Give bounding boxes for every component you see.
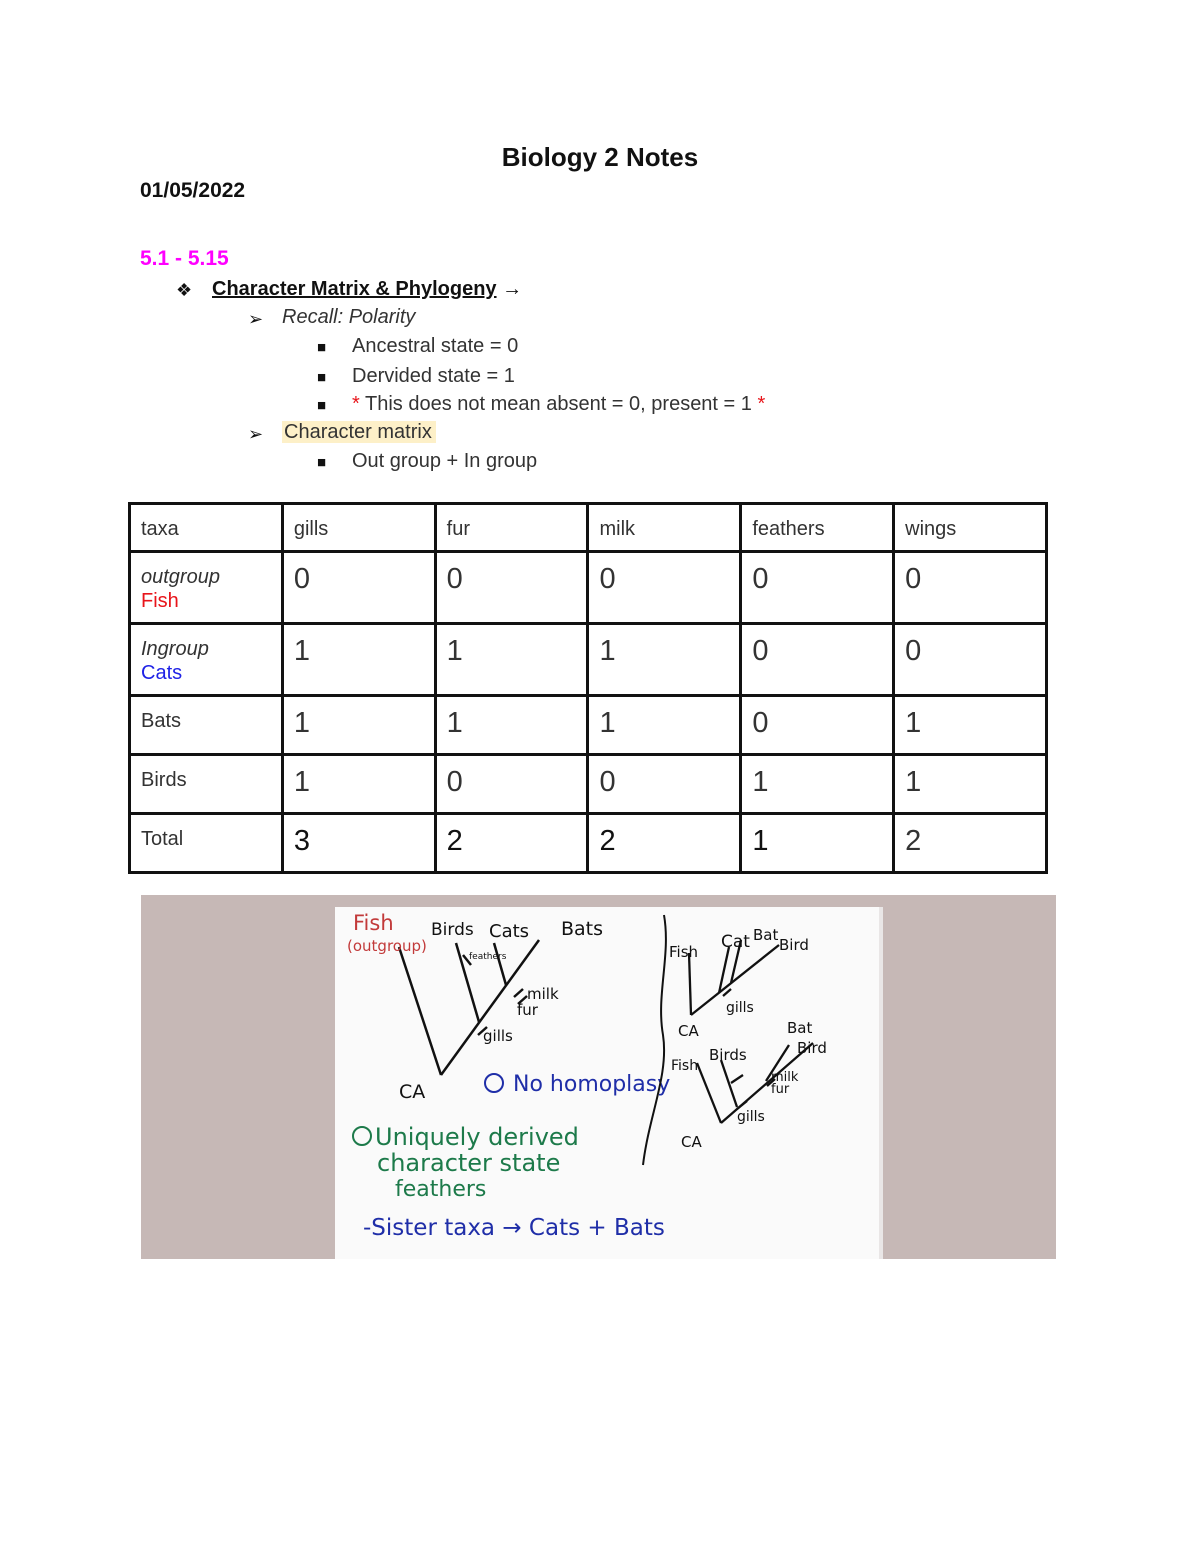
- table-cell: 0: [435, 755, 588, 814]
- wb-text: feathers: [395, 1177, 487, 1202]
- table-cell: 3: [282, 814, 435, 873]
- row-label-sub: Fish: [141, 590, 179, 612]
- table-cell: 1: [894, 696, 1047, 755]
- table-cell: 0: [282, 552, 435, 624]
- wb-text: Fish: [353, 911, 394, 935]
- note-date: 01/05/2022: [140, 179, 246, 202]
- wb-text: milk: [527, 985, 559, 1003]
- wb-text: Bird: [797, 1039, 827, 1057]
- table-cell: 1: [741, 755, 894, 814]
- polarity-note: [352, 393, 765, 416]
- whiteboard-photo: [141, 895, 1056, 1259]
- table-cell: 0: [588, 552, 741, 624]
- wb-text: feathers: [469, 952, 507, 962]
- wb-text: CA: [678, 1022, 699, 1040]
- wb-text: CA: [399, 1081, 426, 1103]
- header-feathers: feathers: [741, 504, 894, 552]
- table-cell: 2: [435, 814, 588, 873]
- table-cell: 0: [741, 552, 894, 624]
- table-cell: 1: [588, 624, 741, 696]
- table-cell: 1: [894, 755, 1047, 814]
- wb-text: gills: [726, 1000, 754, 1016]
- header-milk: milk: [588, 504, 741, 552]
- header-wings: wings: [894, 504, 1047, 552]
- wb-text: Birds: [709, 1046, 747, 1064]
- table-cell: 1: [282, 755, 435, 814]
- table-cell: 2: [588, 814, 741, 873]
- table-header-row: [130, 504, 1047, 552]
- table-cell: 1: [435, 624, 588, 696]
- table-cell: 1: [588, 696, 741, 755]
- character-matrix-table: [128, 502, 1048, 874]
- derived-state: Dervided state = 1: [352, 365, 515, 387]
- table-cell: 1: [282, 696, 435, 755]
- table-cell: 0: [435, 552, 588, 624]
- row-label: Total: [130, 814, 283, 873]
- recall-polarity: Recall: Polarity: [282, 306, 416, 328]
- table-cell: 1: [741, 814, 894, 873]
- table-cell: 0: [894, 552, 1047, 624]
- character-matrix-label: [282, 421, 436, 444]
- row-label: Birds: [130, 755, 283, 814]
- wb-text: Cats: [489, 921, 530, 942]
- table-cell: 0: [741, 624, 894, 696]
- square-bullet-icon: ■: [317, 454, 327, 471]
- table-row: [130, 552, 1047, 624]
- wb-text: Uniquely derived: [375, 1123, 579, 1151]
- wb-text: (outgroup): [347, 937, 427, 955]
- arrow-bullet-icon: ➢: [248, 424, 264, 444]
- row-label-main: Ingroup: [141, 638, 209, 660]
- table-row: [130, 696, 1047, 755]
- table-row: [130, 624, 1047, 696]
- wb-text: Bat: [753, 926, 779, 944]
- section-range: 5.1 - 5.15: [140, 247, 229, 270]
- table-row: [130, 755, 1047, 814]
- wb-text: gills: [737, 1109, 765, 1125]
- table-cell: 1: [282, 624, 435, 696]
- wb-text: milk: [771, 1070, 799, 1085]
- whiteboard-drawing: [141, 895, 1056, 1259]
- row-label: Bats: [130, 696, 283, 755]
- page-title: Biology 2 Notes: [501, 142, 699, 172]
- note-text: This does not mean absent = 0, present = 1: [359, 393, 758, 415]
- row-label: [130, 624, 283, 696]
- heading-text: Character Matrix & Phylogeny: [212, 278, 497, 300]
- diamond-bullet-icon: ❖: [176, 280, 193, 300]
- table-cell: 0: [588, 755, 741, 814]
- wb-text: Bat: [787, 1019, 813, 1037]
- wb-text: character state: [377, 1149, 561, 1177]
- header-fur: fur: [435, 504, 588, 552]
- wb-text: CA: [681, 1133, 702, 1151]
- arrow-bullet-icon: ➢: [248, 309, 264, 329]
- header-taxa: taxa: [130, 504, 283, 552]
- wb-text: fur: [517, 1001, 538, 1019]
- row-label-sub: Cats: [141, 662, 183, 684]
- square-bullet-icon: ■: [317, 397, 327, 414]
- row-label: [130, 552, 283, 624]
- outline-heading: [212, 278, 522, 301]
- group-note: Out group + In group: [352, 450, 538, 472]
- highlighted-text: Character matrix: [282, 421, 436, 443]
- header-gills: gills: [282, 504, 435, 552]
- square-bullet-icon: ■: [317, 369, 327, 386]
- table-cell: 2: [894, 814, 1047, 873]
- table-row: [130, 814, 1047, 873]
- wb-text: fur: [771, 1082, 790, 1097]
- row-label-main: outgroup: [141, 566, 220, 588]
- wb-text: Fish: [671, 1058, 699, 1074]
- table-cell: 1: [435, 696, 588, 755]
- note-star: *: [352, 393, 360, 415]
- wb-text: Cat: [721, 932, 750, 952]
- wb-text: Bird: [779, 936, 809, 954]
- table-cell: 0: [894, 624, 1047, 696]
- square-bullet-icon: ■: [317, 339, 327, 356]
- table-cell: 0: [741, 696, 894, 755]
- ancestral-state: Ancestral state = 0: [352, 335, 519, 357]
- wb-text: Bats: [561, 918, 604, 940]
- wb-text: Fish: [669, 943, 699, 961]
- wb-text: gills: [483, 1027, 513, 1045]
- right-arrow-icon: →: [502, 278, 523, 300]
- wb-text: No homoplasy: [513, 1072, 671, 1097]
- note-star: *: [757, 393, 766, 415]
- wb-text: Birds: [431, 920, 474, 940]
- wb-text: -Sister taxa → Cats + Bats: [363, 1215, 665, 1241]
